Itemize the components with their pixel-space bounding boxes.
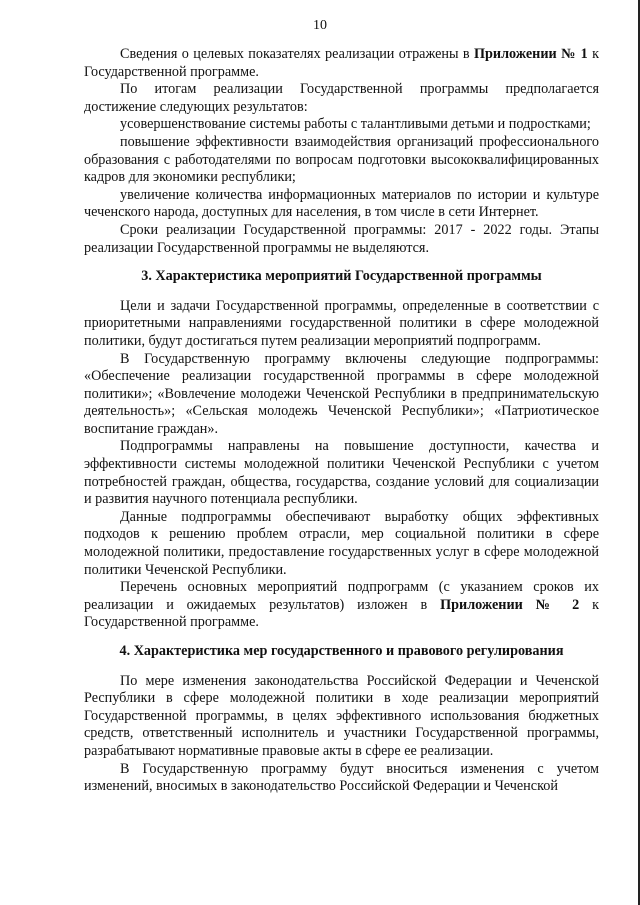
paragraph-measures-appendix: Перечень основных мероприятий подпрограмм (с указанием сроков их реализации и ожидаемых результатов) изложен в Приложении № 2 к Государственной программе. xyxy=(84,579,599,631)
document-body xyxy=(84,46,599,796)
paragraph-program-amendments: В Государственную программу будут вноситься изменения с учетом изменений, вносимых в законодательство Российской Федерации и Чеченской xyxy=(84,760,599,795)
list-item-information-materials: увеличение количества информационных материалов по истории и культуре чеченского народа, доступных для населения, в том числе в сети Интернет. xyxy=(84,186,599,221)
paragraph-subprograms-aim: Подпрограммы направлены на повышение доступности, качества и эффективности системы молодежной политики Чеченской Республики с учетом потребностей граждан, общества, государства, создание условий для социализации и развития научного потенциала республики. xyxy=(84,438,599,508)
paragraph-goals-and-tasks: Цели и задачи Государственной программы, определенные в соответствии с приоритетными направлениями государственной политики в сфере молодежной политики, будут достигаться путем реализации мероприятий подпрограмм. xyxy=(84,297,599,349)
list-item-education-cooperation: повышение эффективности взаимодействия организаций профессионального образования с работодателями по вопросам подготовки высококвалифицированных кадров для экономики республики; xyxy=(84,133,599,186)
paragraph-implementation-terms: Сроки реализации Государственной программы: 2017 - 2022 годы. Этапы реализации Государственной программы не выделяются. xyxy=(84,221,599,256)
appendix-reference: Приложении № 1 xyxy=(473,46,588,62)
page-number: 10 xyxy=(313,18,327,33)
paragraph-subprograms-list: В Государственную программу включены следующие подпрограммы: «Обеспечение реализации государственной программы в сфере молодежной политики»; «Вовлечение молодежи Чеченской Республики в предпринимательскую деятельность»; «Сельская молодежь Чеченской Республики»; «Патриотическое воспитание граждан». xyxy=(84,350,599,437)
section-heading-3: 3. Характеристика мероприятий Государственной программы xyxy=(141,268,542,285)
list-item-talented-children: усовершенствование системы работы с талантливыми детьми и подростками; xyxy=(120,116,591,133)
paragraph-indicators-appendix: Сведения о целевых показателях реализации отражены в Приложении № 1 к Государственной программе. xyxy=(84,46,599,80)
paragraph-expected-results: По итогам реализации Государственной программы предполагается достижение следующих результатов: xyxy=(84,81,599,115)
paragraph-legislation-changes: По мере изменения законодательства Российской Федерации и Чеченской Республики в сфере молодежной политики в ходе реализации мероприятий Государственной программы, в целях эффективного использования бюджетных средств, ответственный исполнитель и участники Государственной программы, разрабатывают нормативные правовые акты в сфере ее реализации. xyxy=(84,672,599,759)
appendix-reference: Приложении № 2 xyxy=(440,596,580,613)
paragraph-subprograms-approaches: Данные подпрограммы обеспечивают выработку общих эффективных подходов к решению проблем отрасли, мер социальной политики в сфере молодежной политики, предоставление государственных услуг в сфере молодежной политики Чеченской Республики. xyxy=(84,508,599,578)
section-heading-4: 4. Характеристика мер государственного и правового регулирования xyxy=(119,643,564,659)
